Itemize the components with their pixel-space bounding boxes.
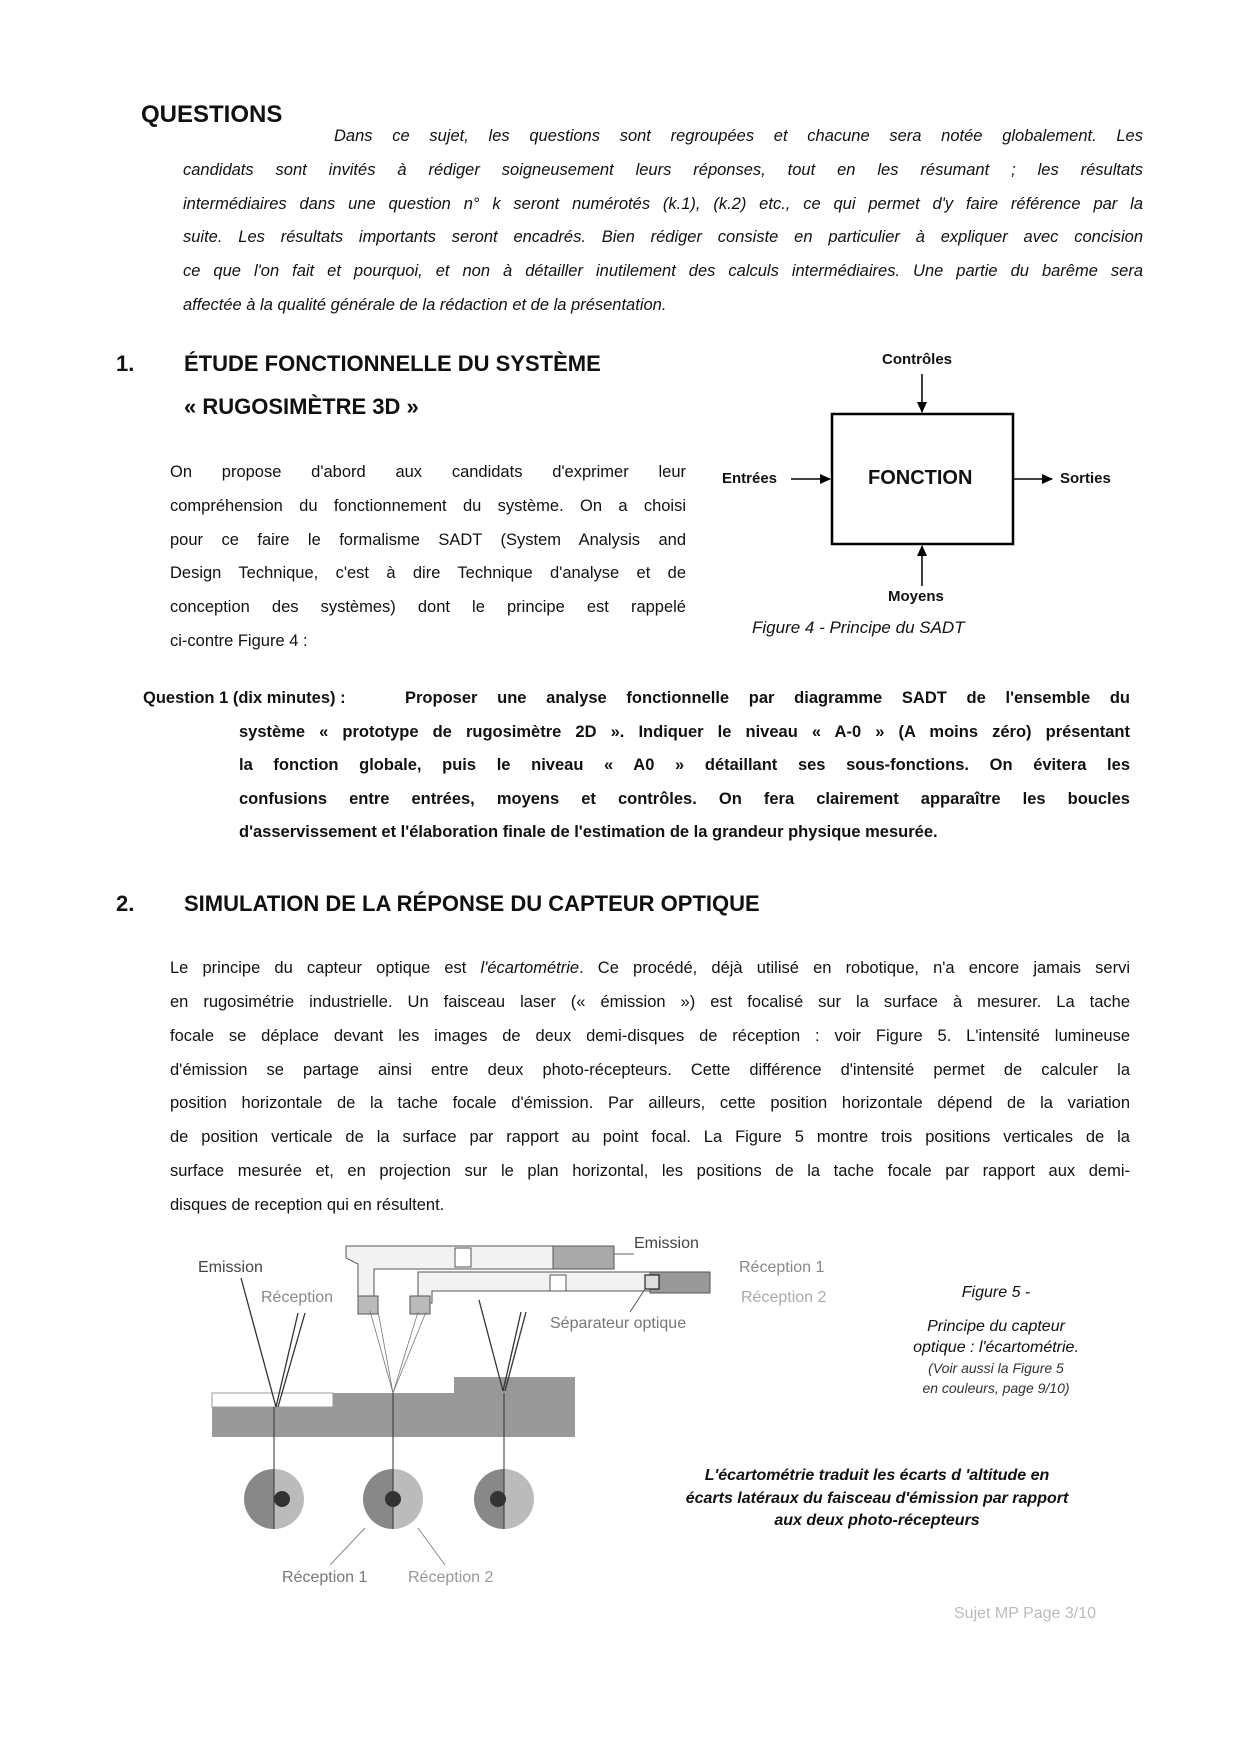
text-line: Dans ce sujet, les questions sont regroupées et chacune sera notée globalement. Les: [334, 127, 1143, 145]
question1-label: Question 1 (dix minutes) :: [143, 689, 346, 707]
text-line: surface mesurée et, en projection sur le plan horizontal, les positions de la tache focale par rapport aux demi-: [170, 1162, 1130, 1180]
text-line: Design Technique, c'est à dire Technique d'analyse et de: [170, 564, 686, 583]
text-line: d'émission se partage ainsi entre deux photo-récepteurs. Cette différence d'intensité permet de calculer la: [170, 1060, 1130, 1079]
text-line: affectée à la qualité générale de la rédaction et de la présentation.: [183, 296, 667, 314]
text-line: en rugosimétrie industrielle. Un faisceau laser (« émission ») est focalisé sur la surface à mesurer. La tache: [170, 993, 1130, 1011]
section1-title: ÉTUDE FONCTIONNELLE DU SYSTÈME: [184, 351, 601, 376]
leader-reception-2: [418, 1528, 445, 1565]
means-label: Moyens: [888, 588, 944, 605]
statement-line: L'écartométrie traduit les écarts d 'altitude en: [704, 1467, 1050, 1484]
detector-disk-2: [363, 1469, 423, 1529]
text-line: de position verticale de la surface par rapport au point focal. La Figure 5 montre trois positions verticales de la: [170, 1128, 1130, 1147]
separator-label: Séparateur optique: [550, 1315, 687, 1332]
caption-title: Figure 5 -: [961, 1284, 1031, 1301]
function-label: FONCTION: [868, 467, 973, 489]
statement-line: écarts latéraux du faisceau d'émission par rapport: [685, 1489, 1069, 1507]
reception1-probe-label: Réception 1: [739, 1259, 825, 1276]
text-line: candidats sont invités à rédiger soigneusement leurs réponses, tout en les résumant ; les résultats: [183, 160, 1143, 179]
text-line: On propose d'abord aux candidats d'exprimer leur: [170, 463, 686, 481]
probe-lower-tube: [410, 1272, 710, 1314]
text-line: ce que l'on fait et pourquoi, et non à détailler inutilement des calculs intermédiaires. Une partie du barême sera: [183, 262, 1143, 281]
text-segment: . Ce procédé, déjà utilisé en robotique, n'a encore jamais servi: [579, 959, 1131, 977]
text-line: focale se déplace devant les images de deux demi-disques de réception : voir Figure 5. L'intensité lumineuse: [170, 1026, 1130, 1045]
page-footer: Sujet MP Page 3/10: [954, 1605, 1097, 1622]
leader-separator: [630, 1289, 645, 1312]
section1-number: 1.: [116, 351, 135, 376]
text-line: conception des systèmes) dont le principe est rappelé: [170, 598, 686, 617]
statement-line: aux deux photo-récepteurs: [774, 1512, 980, 1529]
caption-line: optique : l'écartométrie.: [913, 1339, 1079, 1356]
emission-probe-label: Emission: [634, 1235, 699, 1252]
text-line: la fonction globale, puis le niveau « A0 » détaillant ses sous-fonctions. On évitera les: [239, 756, 1130, 774]
reception2-bottom-label: Réception 2: [408, 1569, 494, 1586]
leader-reception-1: [330, 1528, 365, 1565]
text-line: intermédiaires dans une question n° k seront numérotés (k.1), (k.2) etc., ce qui permet d'y faire référence par la: [183, 194, 1143, 213]
section1-subtitle: « RUGOSIMÈTRE 3D »: [184, 394, 419, 419]
emphasis-ecartometrie: l'écartométrie: [480, 959, 580, 977]
text-line: système « prototype de rugosimètre 2D ». Indiquer le niveau « A-0 » (A moins zéro) présentant: [239, 722, 1130, 741]
ecartometry-statement: [647, 1465, 1107, 1533]
section2-title: SIMULATION DE LA RÉPONSE DU CAPTEUR OPTIQUE: [184, 891, 760, 916]
inputs-label: Entrées: [722, 470, 778, 487]
caption-line: Principe du capteur: [927, 1318, 1065, 1335]
surface-raised-block: [454, 1377, 575, 1393]
text-line: position horizontale de la tache focale d'émission. Par ailleurs, cette position horizontale dépend de la variation: [170, 1094, 1130, 1113]
figure-4-caption: Figure 4 - Principe du SADT: [752, 618, 965, 637]
text-line: confusions entre entrées, moyens et contrôles. On fera clairement apparaître les boucles: [239, 789, 1130, 808]
controls-label: Contrôles: [882, 351, 953, 368]
text-segment: Le principe du capteur optique est: [170, 959, 481, 977]
reception-left-label: Réception: [261, 1289, 334, 1306]
section2-number: 2.: [116, 891, 135, 916]
text-line: compréhension du fonctionnement du système. On a choisi: [170, 496, 686, 515]
text-line: d'asservissement et l'élaboration finale de l'estimation de la grandeur physique mesurée.: [239, 823, 938, 841]
outputs-label: Sorties: [1060, 470, 1111, 487]
text-line: Proposer une analyse fonctionnelle par diagramme SADT de l'ensemble du: [405, 689, 1130, 707]
detector-disk-1: [244, 1469, 304, 1529]
caption-note: en couleurs, page 9/10): [922, 1380, 1070, 1396]
text-line: ci-contre Figure 4 :: [170, 632, 308, 650]
reception2-probe-label: Réception 2: [741, 1289, 827, 1306]
emission-left-label: Emission: [198, 1259, 263, 1276]
text-line: pour ce faire le formalisme SADT (System Analysis and: [170, 530, 686, 549]
caption-note: (Voir aussi la Figure 5: [928, 1360, 1064, 1376]
questions-title: QUESTIONS: [141, 101, 283, 128]
detector-disk-3: [474, 1469, 534, 1529]
reception1-bottom-label: Réception 1: [282, 1569, 368, 1586]
figure-5-caption: [880, 1284, 1112, 1398]
text-line: suite. Les résultats importants seront encadrés. Bien rédiger consiste en particulier à expliquer avec concision: [183, 228, 1143, 247]
text-line: disques de reception qui en résultent.: [170, 1195, 445, 1214]
